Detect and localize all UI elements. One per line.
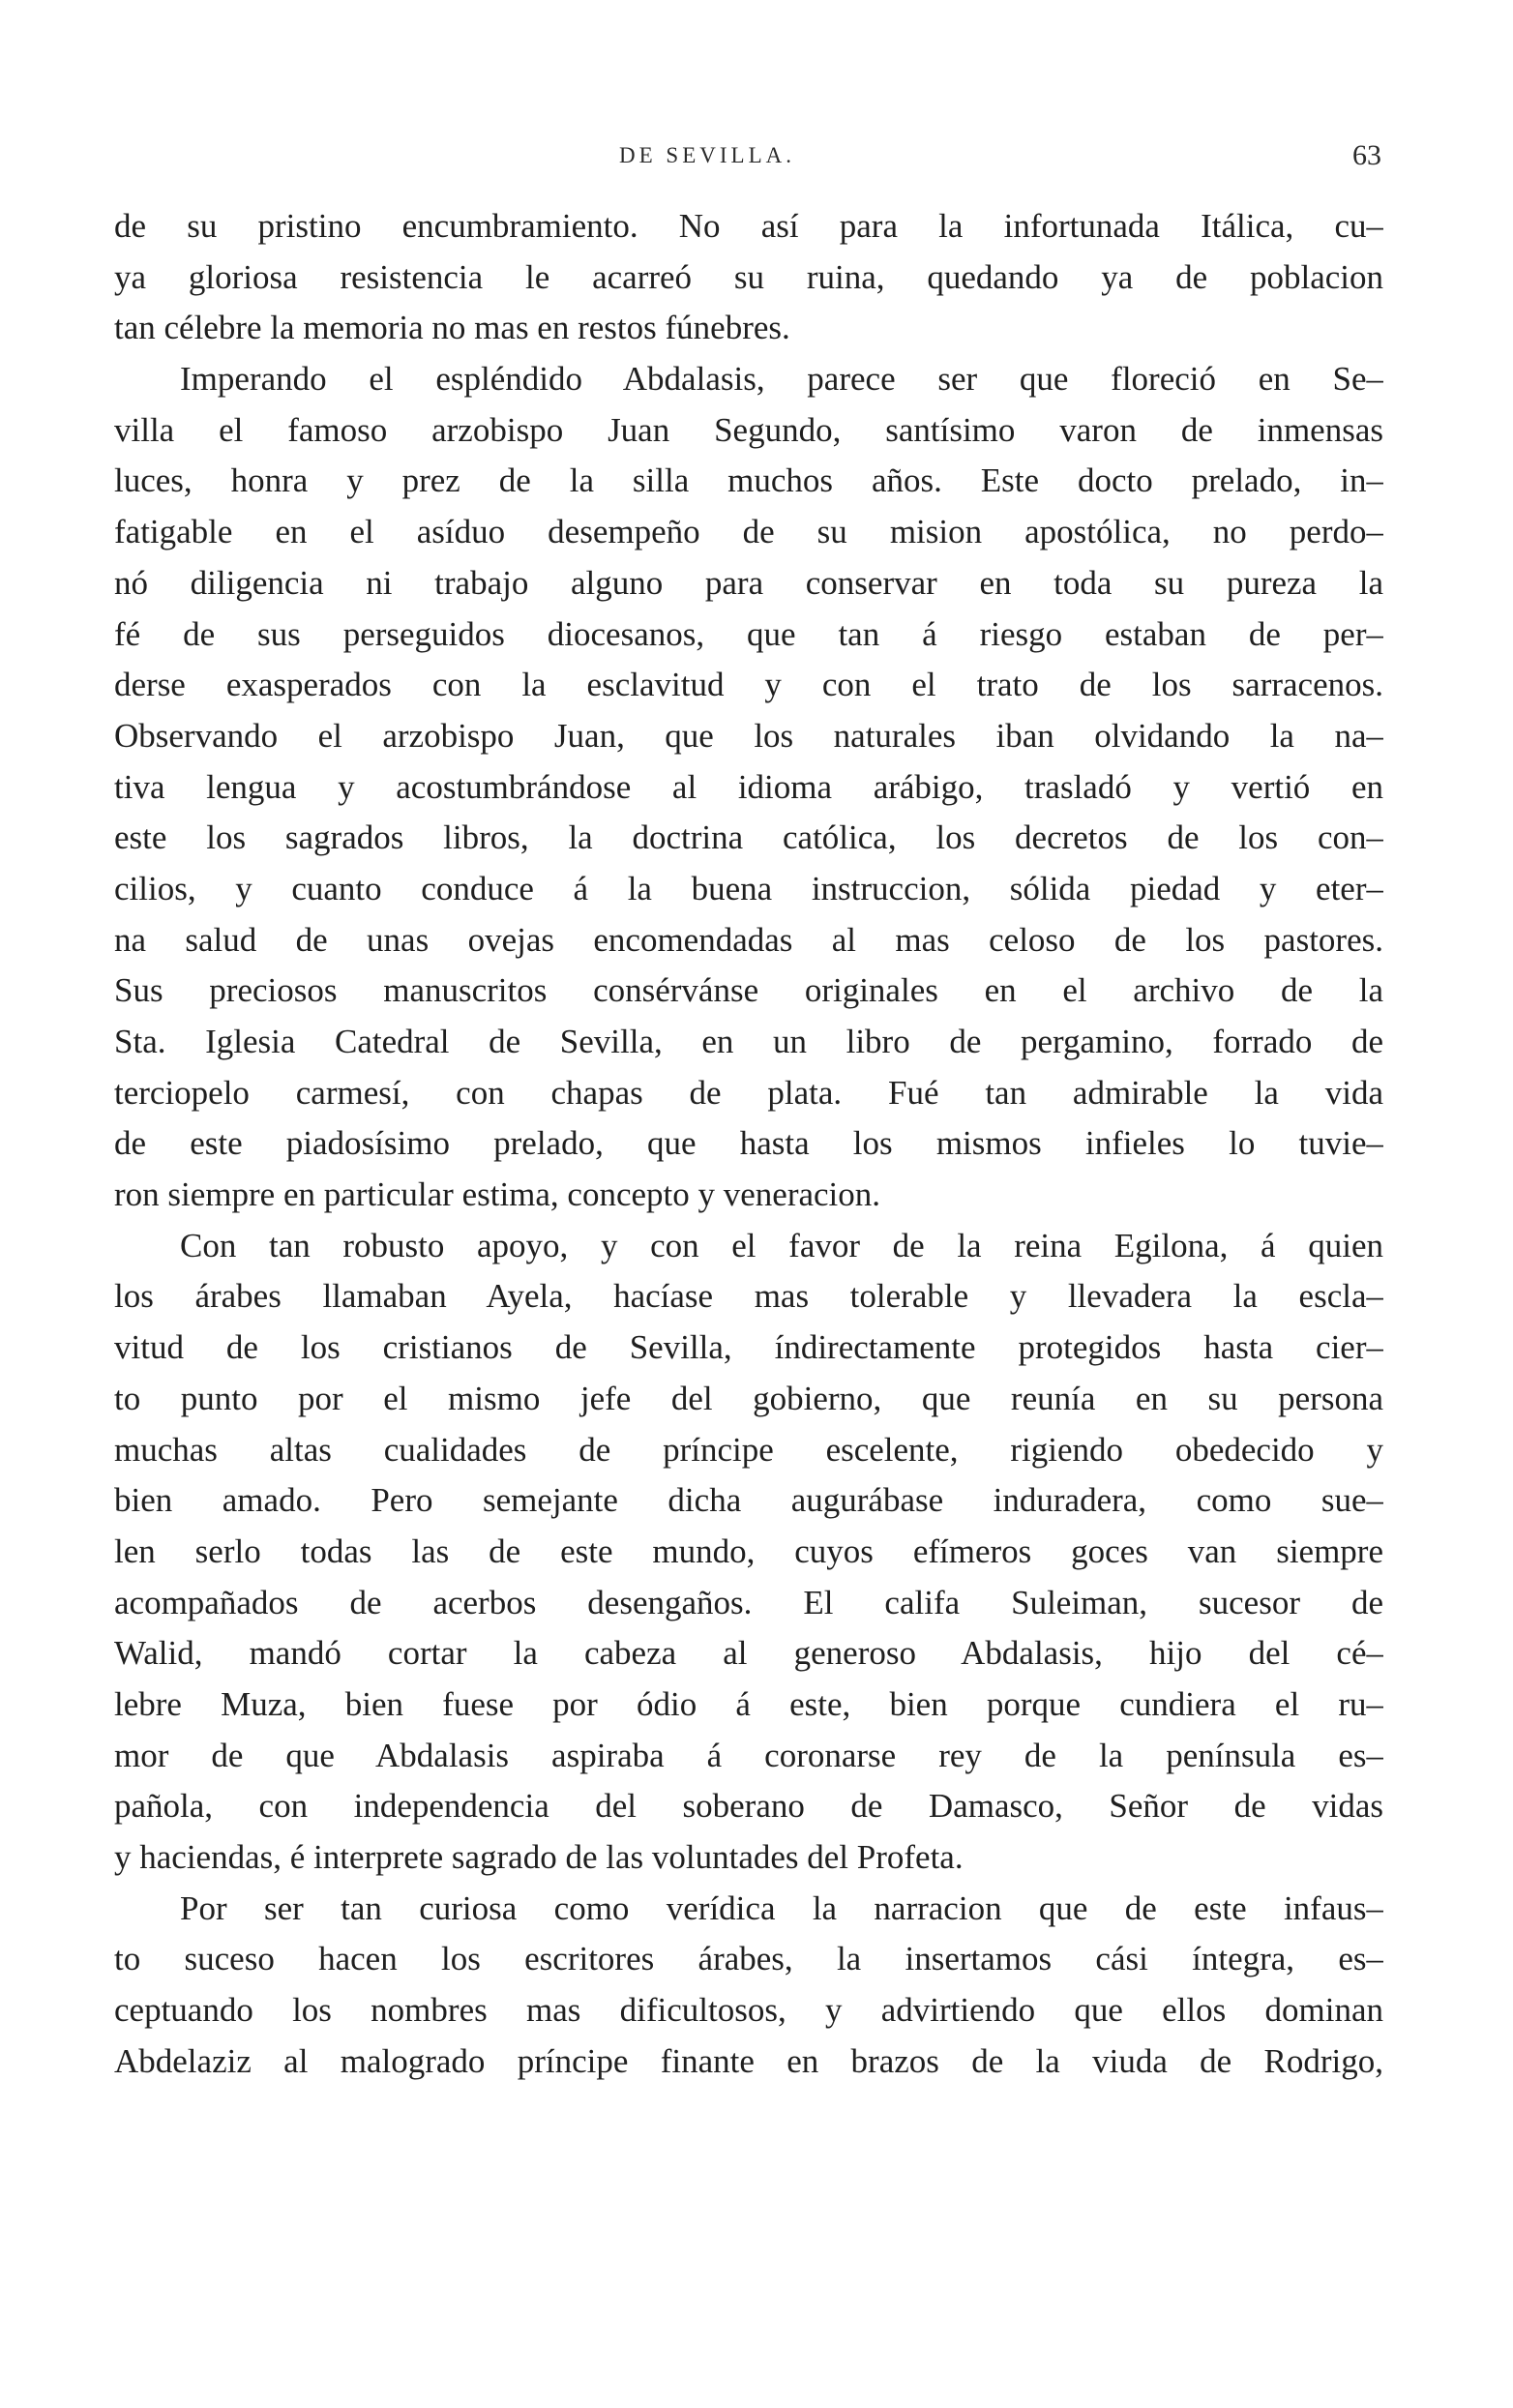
body-text: [114, 201, 1383, 2087]
text-line: derse exasperados con la esclavitud y con el trato de los sarracenos.: [114, 666, 1383, 704]
text-line: Walid, mandó cortar la cabeza al generoso Abdalasis, hijo del cé–: [114, 1634, 1383, 1673]
text-line: len serlo todas las de este mundo, cuyos efímeros goces van siempre: [114, 1531, 1383, 1570]
text-line: Sus preciosos manuscritos consérvánse originales en el archivo de la: [114, 971, 1383, 1010]
paragraph-first-line: Imperando el espléndido Abdalasis, parece ser que floreció en Se–: [180, 360, 1383, 399]
text-line: fatigable en el asíduo desempeño de su mision apostólica, no perdo–: [114, 513, 1383, 551]
text-line: Sta. Iglesia Catedral de Sevilla, en un libro de pergamino, forrado de: [114, 1023, 1383, 1060]
text-line: cilios, y cuanto conduce á la buena instruccion, sólida piedad y eter–: [114, 869, 1383, 907]
text-line: vitud de los cristianos de Sevilla, índirectamente protegidos hasta cier–: [114, 1328, 1383, 1367]
text-line: muchas altas cualidades de príncipe escelente, rigiendo obedecido y: [114, 1430, 1383, 1469]
text-line: ya gloriosa resistencia le acarreó su ruina, quedando ya de poblacion: [114, 257, 1383, 296]
text-line: este los sagrados libros, la doctrina católica, los decretos de los con–: [114, 818, 1383, 857]
running-title: DE SEVILLA.: [619, 143, 795, 167]
text-line: mor de que Abdalasis aspiraba á coronarse rey de la península es–: [114, 1736, 1383, 1774]
text-line: fé de sus perseguidos diocesanos, que tan á riesgo estaban de per–: [114, 614, 1383, 653]
text-line: los árabes llamaban Ayela, hacíase mas tolerable y llevadera la escla–: [114, 1277, 1383, 1316]
text-line: ceptuando los nombres mas dificultosos, y advirtiendo que ellos dominan: [114, 1991, 1383, 2030]
text-line: nó diligencia ni trabajo alguno para conservar en toda su pureza la: [114, 563, 1383, 602]
text-line: to punto por el mismo jefe del gobierno, que reunía en su persona: [114, 1379, 1383, 1417]
text-line: ron siempre en particular estima, concepto y veneracion.: [114, 1175, 881, 1214]
paragraph-first-line: Por ser tan curiosa como verídica la narracion que de este infaus–: [180, 1888, 1383, 1927]
text-line: luces, honra y prez de la silla muchos años. Este docto prelado, in–: [114, 461, 1383, 500]
text-line: terciopelo carmesí, con chapas de plata. Fué tan admirable la vida: [114, 1073, 1383, 1112]
text-line: y haciendas, é interprete sagrado de las voluntades del Profeta.: [114, 1838, 964, 1876]
text-line: Observando el arzobispo Juan, que los naturales iban olvidando la na–: [114, 716, 1383, 755]
text-line: villa el famoso arzobispo Juan Segundo, santísimo varon de inmensas: [114, 410, 1383, 449]
text-line: tan célebre la memoria no mas en restos fúnebres.: [114, 309, 790, 347]
text-line: bien amado. Pero semejante dicha augurábase induradera, como sue–: [114, 1481, 1383, 1520]
text-line: to suceso hacen los escritores árabes, la insertamos cási íntegra, es–: [114, 1940, 1383, 1978]
text-line: de su pristino encumbramiento. No así para la infortunada Itálica, cu–: [114, 207, 1383, 245]
text-line: lebre Muza, bien fuese por ódio á este, bien porque cundiera el ru–: [114, 1684, 1383, 1723]
running-head: [0, 139, 1513, 182]
text-line: Abdelaziz al malogrado príncipe finante en brazos de la viuda de Rodrigo,: [114, 2041, 1383, 2080]
text-line: pañola, con independencia del soberano de Damasco, Señor de vidas: [114, 1787, 1383, 1826]
text-line: de este piadosísimo prelado, que hasta los mismos infieles lo tuvie–: [114, 1124, 1383, 1163]
text-line: tiva lengua y acostumbrándose al idioma arábigo, trasladó y vertió en: [114, 767, 1383, 806]
text-line: na salud de unas ovejas encomendadas al mas celoso de los pastores.: [114, 920, 1383, 959]
page-number: 63: [1352, 139, 1381, 171]
text-line: acompañados de acerbos desengaños. El califa Suleiman, sucesor de: [114, 1583, 1383, 1621]
paragraph-first-line: Con tan robusto apoyo, y con el favor de la reina Egilona, á quien: [180, 1226, 1383, 1264]
